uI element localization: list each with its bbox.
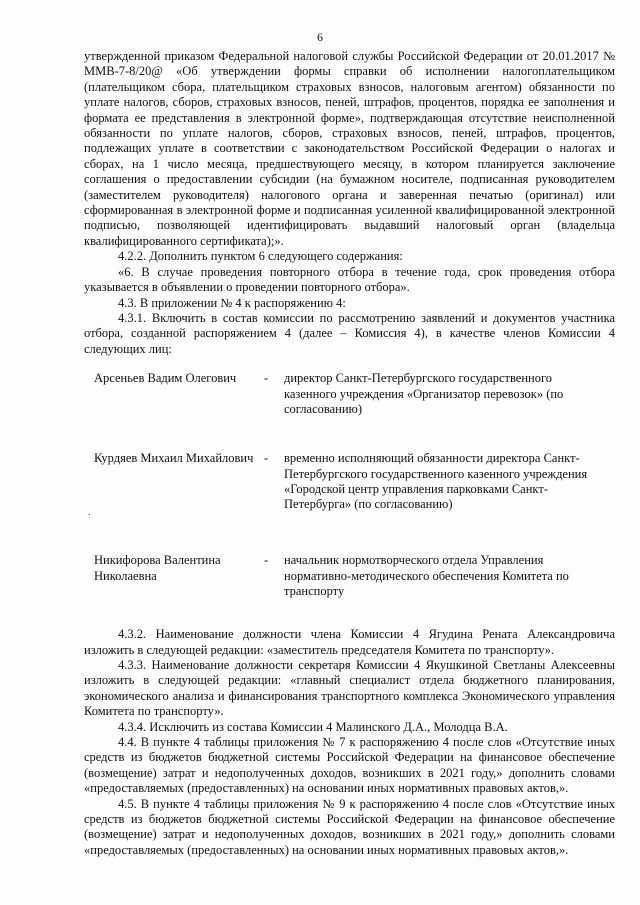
member-dash: - [264, 371, 269, 386]
member-entry [84, 371, 615, 451]
document-body [84, 49, 615, 858]
intro-paragraph: утвержденной приказом Федеральной налоговой службы Российской Федерации от 20.01.2017 № ММВ-7-8/20@ «Об утверждении формы справки об исполнении налогоплательщиком (плательщиком сбора, плательщиком страховых взносов, налоговым агентом) обязанности по уплате налогов, сборов, страховых взносов, пеней, штрафов, процентов, порядка ее заполнения и формата ее представления в электронной форме», подтверждающая отсутствие неисполненной обязанности по уплате налогов, сборов, страховых взносов, пеней, штрафов, процентов, подлежащих уплате в соответствии с законодательством Российской Федерации о налогах и сборах, на 1 число месяца, предшествующего месяцу, в котором планируется заключение соглашения о предоставлении субсидии (на бумажном носителе, подписанная руководителем (заместителем руководителя) налогового органа и заверенная печатью (оригинал) или сформированная в электронной форме и подписанная усиленной квалифицированной электронной подписью, позволяющей идентифицировать выдавший налоговый орган (владельца квалифицированного сертификата);». [84, 49, 615, 248]
member-entry [84, 553, 615, 615]
commission-members-list [84, 371, 615, 615]
paragraph-4-3-2: 4.3.2. Наименование должности члена Комиссии 4 Ягудина Рената Александровича изложить в следующей редакции: «заместитель председателя Комитета по транспорту». [84, 627, 615, 657]
member-role: директор Санкт-Петербургского государственного казенного учреждения «Организатор перевозок» (по согласованию) [284, 371, 564, 416]
paragraph-point-6: «6. В случае проведения повторного отбора в течение года, срок проведения отбора указывается в объявлении о проведении повторного отбора». [84, 264, 615, 295]
stray-mark: . [88, 507, 91, 519]
paragraph-4-3-4: 4.3.4. Исключить из состава Комиссии 4 Малинского Д.А., Молодца В.А. [118, 719, 508, 734]
member-name: Никифорова Валентина Николаевна [94, 553, 221, 583]
page-number: 6 [317, 30, 323, 44]
paragraph-4-3-3: 4.3.3. Наименование должности секретаря Комиссии 4 Якушкиной Светланы Алексеевны изложить в следующей редакции: «главный специалист отдела бюджетного планирования, экономического анализа и финансирования транспортного комплекса Экономического управления Комитета по транспорту». [84, 657, 615, 719]
paragraph-4-2-2: 4.2.2. Дополнить пунктом 6 следующего содержания: [118, 249, 403, 264]
member-dash: - [264, 451, 269, 466]
member-role: временно исполняющий обязанности директора Санкт-Петербургского государственного казенного учреждения «Городской центр управления парковками Санкт-Петербурга» (по согласованию) [284, 451, 588, 512]
member-role: начальник нормотворческого отдела Управления нормативно-методического обеспечения Комитета по транспорту [284, 553, 569, 598]
paragraph-4-4: 4.4. В пункте 4 таблицы приложения № 7 к распоряжению 4 после слов «Отсутствие иных средств из бюджетов бюджетной системы Российской Федерации на финансовое обеспечение (возмещение) затрат и недополученных доходов, возникших в 2021 году,» дополнить словами «предоставляемых (предоставленных) на основании иных нормативных правовых актов,». [84, 734, 615, 796]
paragraph-4-3: 4.3. В приложении № 4 к распоряжению 4: [118, 295, 346, 310]
member-name: Арсеньев Вадим Олегович [94, 371, 237, 386]
member-entry [84, 451, 615, 553]
paragraph-4-5: 4.5. В пункте 4 таблицы приложения № 9 к распоряжению 4 после слов «Отсутствие иных средств из бюджетов бюджетной системы Российской Федерации на финансовое обеспечение (возмещение) затрат и недополученных доходов, возникших в 2021 году,» дополнить словами «предоставляемых (предоставленных) на основании иных нормативных правовых актов,». [84, 796, 615, 857]
member-name: Курдяев Михаил Михайлович [94, 451, 254, 466]
paragraph-4-3-1: 4.3.1. Включить в состав комиссии по рассмотрению заявлений и документов участника отбора, созданной распоряжением 4 (далее – Комиссия 4), в качестве членов Комиссии 4 следующих лиц: [84, 310, 615, 356]
member-dash: - [264, 553, 269, 568]
